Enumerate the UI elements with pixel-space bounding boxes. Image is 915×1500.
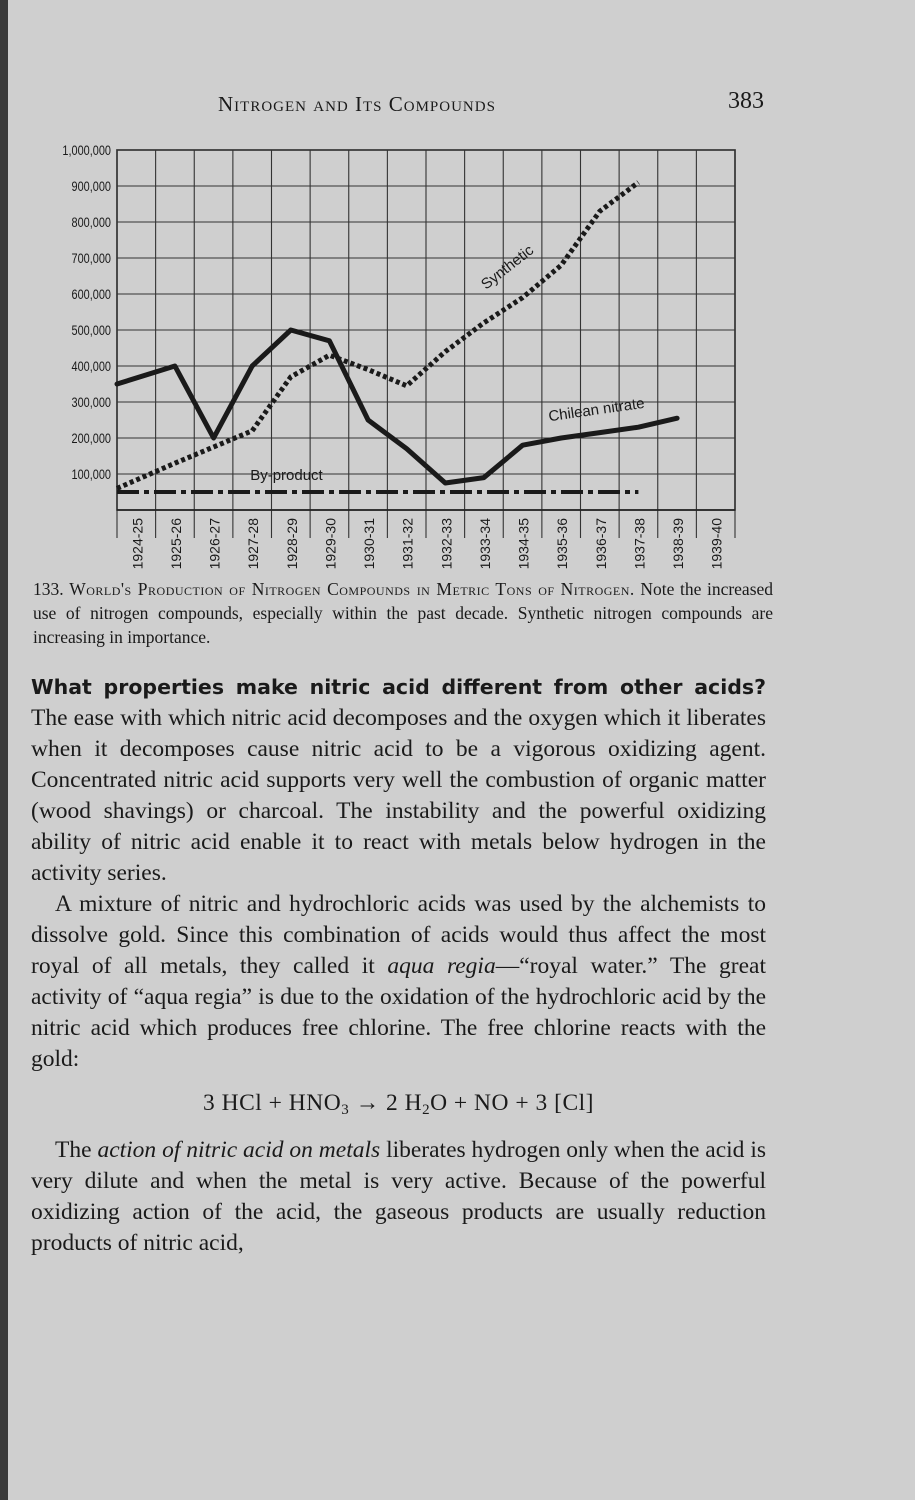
series-label-synthetic: Synthetic [477,241,538,294]
page-number: 383 [728,88,764,114]
paragraph-2-text-a: A mixture of nitric and hydrochloric acids was used by the alchemists to dissolve gold. Since this combination of acids would thus affect the most royal of all metals, they called it [31,891,766,979]
paragraph-1-text: The ease with which nitric acid decomposes and the oxygen which it liberates when it decomposes cause nitric acid to be a vigorous oxidizing agent. Concentrated nitric acid supports very well the combustion of organic matter (wood shavings) or charcoal. The instability and the powerful oxidizing ability of nitric acid enable it to react with metals below hydrogen in the activity series. [31,705,766,886]
equation-part-2: → 2 H [349,1090,423,1116]
y-tick-label: 200,000 [71,430,111,447]
paragraph-3-text-a: The [55,1137,98,1163]
body-text [31,672,766,1259]
x-tick-label: 1939-40 [708,518,725,570]
series-label-by-product: By-product [250,467,323,484]
caption-text: Note the increased use of nitrogen compounds, especially within the past decade. Synthetic nitrogen compounds are increasing in importance. [33,579,774,647]
y-tick-label: 900,000 [71,178,111,195]
equation-part-1: 3 HCl + HNO [203,1090,342,1116]
x-tick-label: 1924-25 [129,518,146,570]
paragraph-3 [31,1135,766,1259]
x-tick-label: 1925-26 [167,518,184,570]
paragraph-2-text-b: —“royal water.” The great activity of “aqua regia” is due to the oxidation of the hydrochloric acid by the nitric acid which produces free chlorine. The free chlorine reacts with the gold: [31,953,766,1072]
series-label-chilean-nitrate: Chilean nitrate [547,394,646,426]
x-tick-label: 1928-29 [283,518,300,570]
x-tick-label: 1937-38 [631,518,648,570]
y-tick-label: 400,000 [71,358,111,375]
x-tick-label: 1938-39 [670,518,687,570]
caption-title: World's Production of Nitrogen Compounds in Metric Tons of Nitrogen. [69,579,635,599]
running-head: Nitrogen and Its Compounds [218,92,496,116]
action-term: action of nitric acid on metals [97,1137,381,1163]
x-tick-label: 1932-33 [438,518,455,570]
x-tick-label: 1934-35 [515,518,532,570]
x-tick-label: 1929-30 [322,518,339,570]
question-heading: What properties make nitric acid different from other acids? [31,675,766,699]
paragraph-1 [31,672,766,889]
y-tick-label: 700,000 [71,250,111,267]
y-tick-label: 500,000 [71,322,111,339]
x-tick-label: 1926-27 [206,518,223,570]
x-tick-label: 1936-37 [592,518,609,570]
equation-subscript-1: 3 [341,1102,350,1118]
y-tick-label: 1,000,000 [62,142,111,159]
y-tick-label: 100,000 [71,466,111,483]
series-line-synthetic [117,182,638,488]
x-tick-label: 1935-36 [554,518,571,570]
caption-number: 133. [33,579,64,599]
page-edge [0,0,8,1500]
aqua-regia-term: aqua regia [387,953,496,979]
x-tick-label: 1933-34 [476,518,493,570]
x-tick-label: 1930-31 [361,518,378,570]
x-tick-label: 1931-32 [399,518,416,570]
paragraph-3-text-b: liberates hydrogen only when the acid is very dilute and when the metal is very active. Because of the powerful oxidizing action of the acid, the gaseous products are usually reduction products of nitric acid, [31,1137,766,1256]
y-tick-label: 800,000 [71,214,111,231]
equation-part-3: O + NO + 3 [Cl] [430,1090,594,1116]
chemical-equation [31,1088,766,1119]
figure-caption [33,577,773,649]
y-tick-label: 300,000 [71,394,111,411]
x-tick-label: 1927-28 [245,518,262,570]
y-tick-label: 600,000 [71,286,111,303]
paragraph-2 [31,889,766,1075]
nitrogen-production-chart [40,135,760,570]
equation-subscript-2: 2 [422,1102,431,1118]
